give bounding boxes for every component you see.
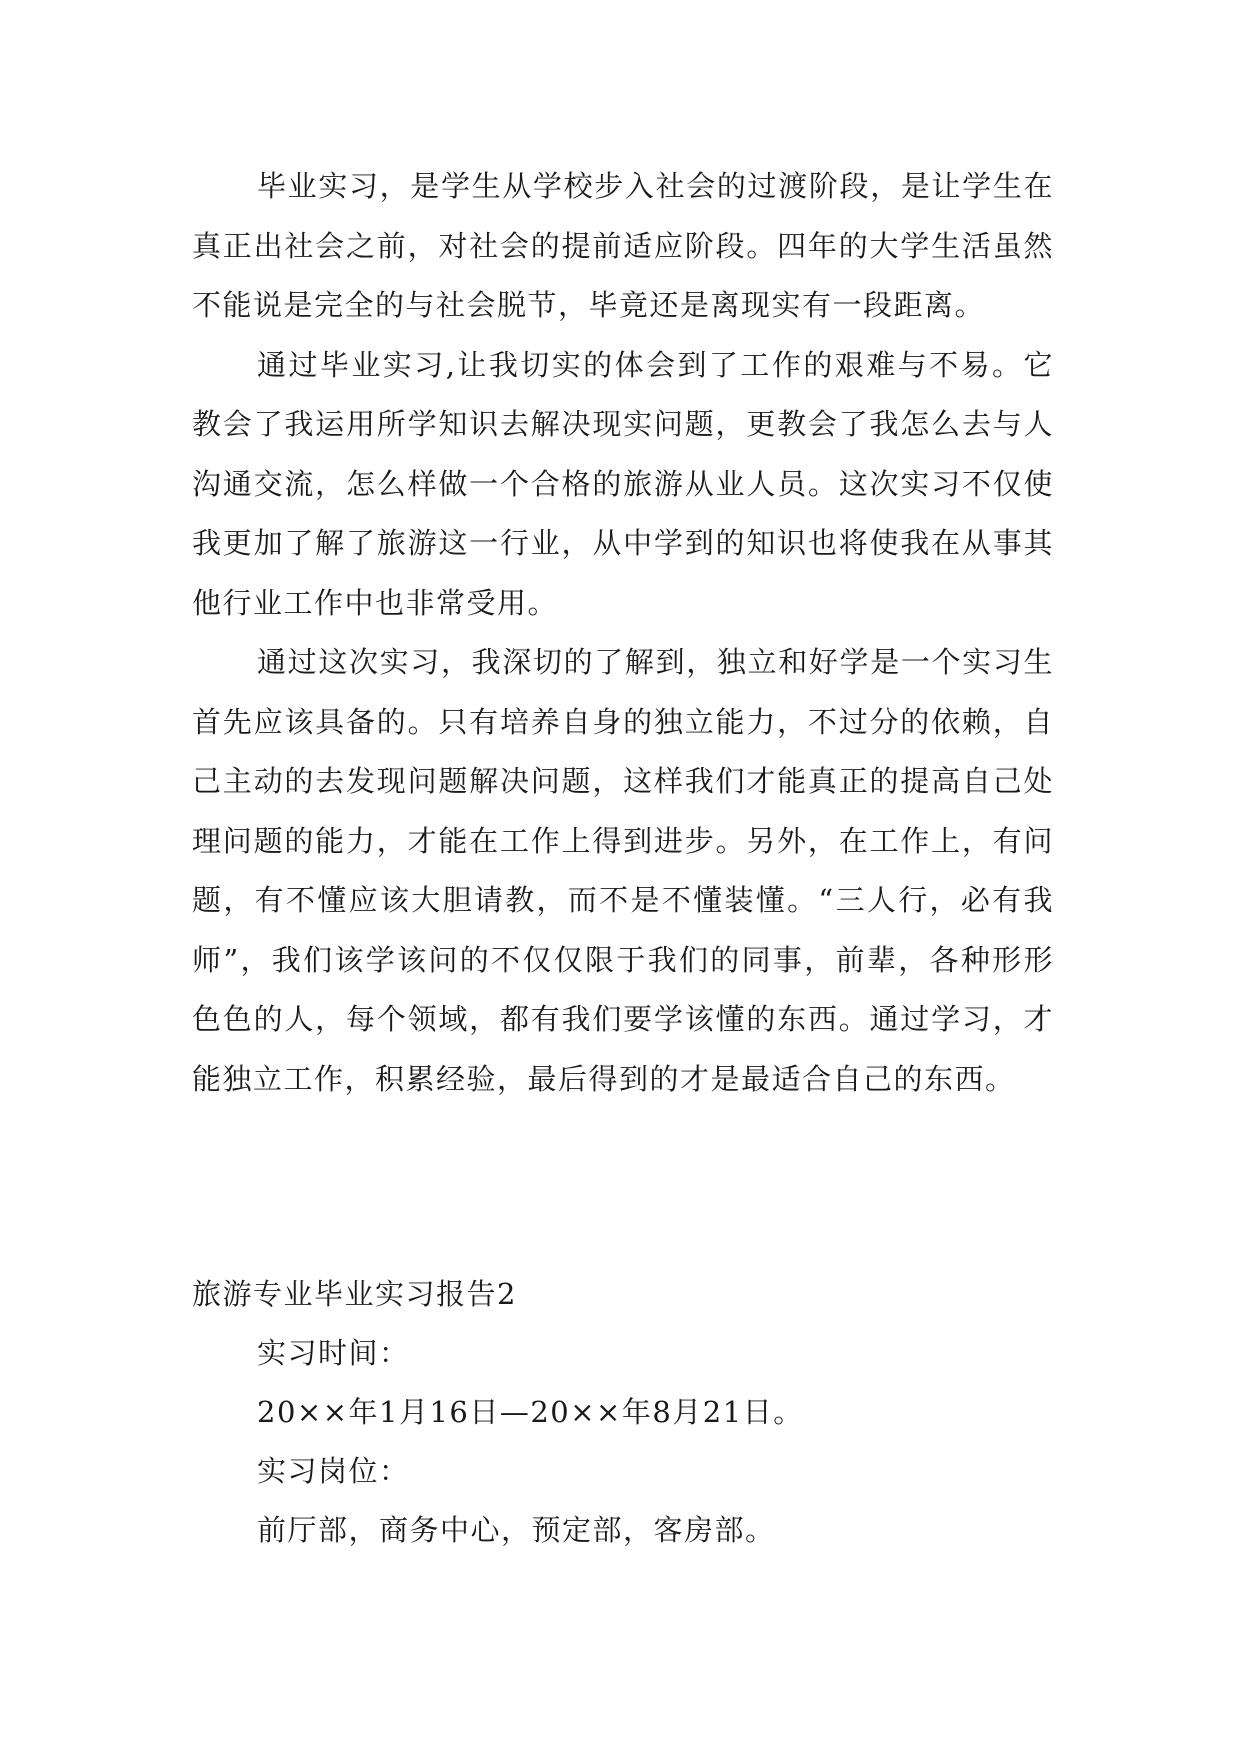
internship-info: [257, 1324, 804, 1560]
body-text: [192, 157, 1054, 1109]
period-value: 20××年1月16日—20××年8月21日。: [257, 1395, 804, 1429]
paragraph-reflection: 通过毕业实习,让我切实的体会到了工作的艰难与不易。它教会了我运用所学知识去解决现实问题，更教会了我怎么去与人沟通交流，怎么样做一个合格的旅游从业人员。这次实习不仅使我更加了解了旅游这一行业，从中学到的知识也将使我在从事其他行业工作中也非常受用。: [192, 347, 1054, 620]
paragraph-lessons: 通过这次实习，我深切的了解到，独立和好学是一个实习生首先应该具备的。只有培养自身的独立能力，不过分的依赖，自己主动的去发现问题解决问题，这样我们才能真正的提高自己处理问题的能力，才能在工作上得到进步。另外，在工作上，有问题，有不懂应该大胆请教，而不是不懂装懂。“三人行，必有我师”，我们该学该问的不仅仅限于我们的同事，前辈，各种形形色色的人，每个领域，都有我们要学该懂的东西。通过学习，才能独立工作，积累经验，最后得到的才是最适合自己的东西。: [192, 645, 1054, 1096]
paragraph-intro: 毕业实习，是学生从学校步入社会的过渡阶段，是让学生在真正出社会之前，对社会的提前适应阶段。四年的大学生活虽然不能说是完全的与社会脱节，毕竟还是离现实有一段距离。: [192, 169, 1054, 322]
position-value: 前厅部，商务中心，预定部，客房部。: [257, 1513, 776, 1547]
period-label: 实习时间：: [257, 1336, 410, 1370]
section-heading: 旅游专业毕业实习报告2: [192, 1277, 517, 1311]
position-label: 实习岗位：: [257, 1454, 410, 1488]
